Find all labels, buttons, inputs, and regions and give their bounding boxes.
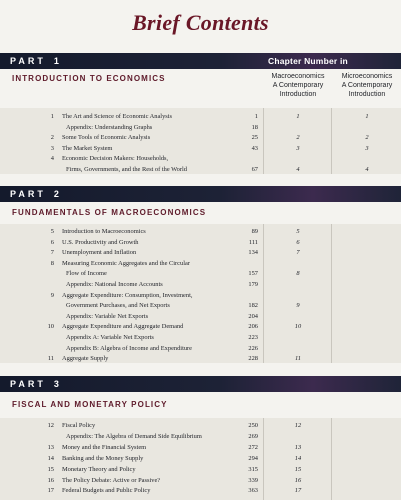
page-number: 294 <box>248 454 258 462</box>
page-number: 111 <box>248 238 258 246</box>
macro-chapter-number: 1 <box>296 113 300 120</box>
entry-title: Flow of Income <box>66 270 107 278</box>
page-number: 1 <box>254 113 258 120</box>
entry-title: Banking and the Money Supply <box>62 454 144 462</box>
entry-title: Unemployment and Inflation <box>62 249 137 257</box>
entry-title: The Policy Debate: Active or Passive? <box>62 476 161 484</box>
toc-entry <box>0 133 401 143</box>
toc-entry <box>0 301 401 311</box>
chapter-number: 17 <box>47 487 54 495</box>
chapter-number: 4 <box>50 155 54 163</box>
page-number: 206 <box>248 323 258 331</box>
toc-entry <box>0 432 401 442</box>
entry-title: Aggregate Expenditure: Consumption, Investment, <box>62 291 193 299</box>
chapter-number: 8 <box>50 259 54 267</box>
chapter-number: 3 <box>50 144 54 152</box>
toc-entry <box>0 248 401 258</box>
chapter-number: 1 <box>50 113 54 120</box>
part-3-label: PART 3 <box>10 379 59 389</box>
chapter-number: 11 <box>47 355 54 363</box>
page-number: 250 <box>248 422 258 429</box>
page-number: 204 <box>248 312 258 320</box>
chapter-number: 9 <box>50 291 54 299</box>
toc-entry <box>0 291 401 301</box>
toc-entry <box>0 269 401 279</box>
column-macroeconomics: Macroeconomics A Contemporary Introduction <box>271 73 325 98</box>
macro-chapter-number: 8 <box>296 270 300 278</box>
page-number: 134 <box>248 249 258 257</box>
page-number: 43 <box>251 144 258 152</box>
macro-chapter-number: 13 <box>294 443 302 451</box>
entry-title: Money and the Financial System <box>62 443 147 451</box>
part-1-label: PART 1 <box>10 56 59 66</box>
macro-chapter-number: 2 <box>296 134 300 142</box>
part-1-bar <box>0 53 401 69</box>
column-microeconomics: Microeconomics A Contemporary Introduction <box>341 73 393 98</box>
page-number: 226 <box>248 344 258 352</box>
chapter-number: 14 <box>47 454 54 462</box>
chapter-number: 16 <box>47 476 54 484</box>
page-number: 179 <box>248 281 258 288</box>
page-number: 315 <box>248 465 258 473</box>
entry-title: Appendix B: Algebra of Income and Expenditure <box>66 344 193 352</box>
entry-title: Government Purchases, and Net Exports <box>66 302 170 310</box>
page-number: 67 <box>251 166 258 173</box>
entry-title: Appendix: Understanding Graphs <box>66 123 153 131</box>
macro-chapter-number: 5 <box>296 228 300 235</box>
macro-chapter-number: 14 <box>294 454 302 462</box>
toc-entry <box>0 486 401 496</box>
entry-title: The Art and Science of Economic Analysis <box>62 113 173 120</box>
toc-entry <box>0 344 401 354</box>
part-2-bar <box>0 186 401 202</box>
entry-title: Federal Budgets and Public Policy <box>62 487 151 495</box>
chapter-number: 6 <box>50 238 54 246</box>
entry-title: Appendix: Variable Net Exports <box>66 312 149 320</box>
page-number: 272 <box>248 443 258 451</box>
section-title-1: INTRODUCTION TO ECONOMICS <box>12 74 166 83</box>
toc-entry <box>0 354 401 364</box>
entry-title: Aggregate Expenditure and Aggregate Demand <box>62 323 184 331</box>
macro-chapter-number: 10 <box>294 323 302 331</box>
page-number: 223 <box>248 334 258 341</box>
macro-chapter-number: 12 <box>294 422 302 429</box>
part-2-label: PART 2 <box>10 189 59 199</box>
toc-entry <box>0 227 401 237</box>
toc-entry <box>0 443 401 453</box>
entry-title: Firms, Governments, and the Rest of the World <box>66 166 187 173</box>
micro-chapter-number: 2 <box>365 134 369 142</box>
toc-entry <box>0 154 401 164</box>
macro-chapter-number: 3 <box>296 144 300 152</box>
entry-title: Some Tools of Economic Analysis <box>62 134 151 142</box>
macro-chapter-number: 9 <box>296 302 300 310</box>
toc-entry <box>0 123 401 133</box>
toc-entry <box>0 465 401 475</box>
page-number: 18 <box>251 123 258 131</box>
toc-entry <box>0 312 401 322</box>
page-number: 89 <box>251 228 258 235</box>
entry-title: Fiscal Policy <box>62 422 96 429</box>
toc-entry <box>0 280 401 290</box>
chapter-number: 2 <box>50 134 54 142</box>
chapter-number: 15 <box>47 465 54 473</box>
entry-title: Appendix A: Variable Net Exports <box>66 334 154 341</box>
toc-entry <box>0 165 401 175</box>
entry-title: The Market System <box>62 144 113 152</box>
entry-title: Appendix: National Income Accounts <box>66 281 163 288</box>
macro-chapter-number: 6 <box>296 238 300 246</box>
entry-title: Introduction to Macroeconomics <box>62 228 146 235</box>
page-number: 269 <box>248 432 258 440</box>
micro-chapter-number: 1 <box>365 113 369 120</box>
chapter-number: 7 <box>50 249 54 257</box>
page-number: 25 <box>251 134 258 142</box>
page-number: 157 <box>248 270 258 278</box>
toc-entry <box>0 476 401 486</box>
entry-title: U.S. Productivity and Growth <box>62 238 139 246</box>
toc-entry <box>0 421 401 431</box>
toc-entry <box>0 454 401 464</box>
toc-entry <box>0 333 401 343</box>
macro-chapter-number: 7 <box>296 249 300 257</box>
entry-title: Measuring Economic Aggregates and the Circular <box>62 259 190 267</box>
micro-chapter-number: 3 <box>365 144 369 152</box>
chapter-number: 10 <box>47 323 54 331</box>
entry-title: Appendix: The Algebra of Demand Side Equilibrium <box>66 432 202 440</box>
chapter-number: 5 <box>50 228 54 235</box>
entry-title: Monetary Theory and Policy <box>62 465 136 473</box>
macro-chapter-number: 17 <box>294 487 302 495</box>
entry-title: Economic Decision Makers: Households, <box>62 155 169 163</box>
macro-chapter-number: 4 <box>296 166 300 173</box>
chapter-number: 13 <box>47 443 54 451</box>
page-number: 228 <box>248 355 258 363</box>
page-number: 339 <box>248 476 258 484</box>
section-title-3: FISCAL AND MONETARY POLICY <box>12 400 168 409</box>
toc-entry <box>0 238 401 248</box>
toc-entry <box>0 144 401 154</box>
toc-entry <box>0 322 401 332</box>
toc-entry <box>0 259 401 269</box>
section-title-2: FUNDAMENTALS OF MACROECONOMICS <box>12 208 207 217</box>
entry-title: Aggregate Supply <box>62 355 109 363</box>
part-3-bar <box>0 376 401 392</box>
macro-chapter-number: 16 <box>294 476 302 484</box>
chapter-number: 12 <box>47 422 54 429</box>
page-number: 363 <box>248 487 258 495</box>
page-title: Brief Contents <box>132 10 269 35</box>
macro-chapter-number: 15 <box>294 465 302 473</box>
toc-entry <box>0 112 401 122</box>
page-number: 182 <box>248 302 258 310</box>
micro-chapter-number: 4 <box>365 166 369 173</box>
chapter-number-header: Chapter Number in <box>268 56 348 66</box>
macro-chapter-number: 11 <box>295 355 301 363</box>
